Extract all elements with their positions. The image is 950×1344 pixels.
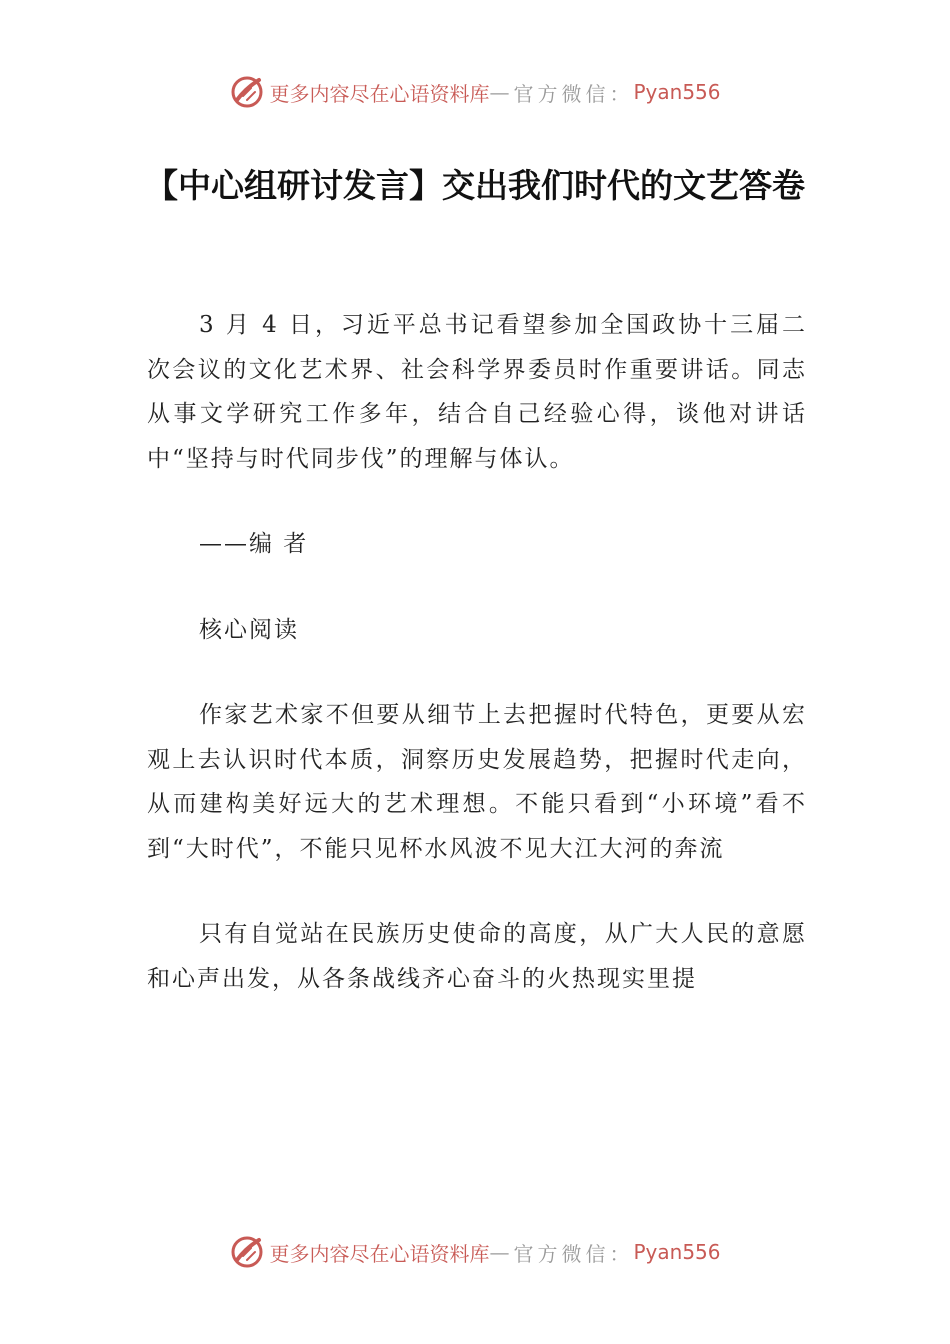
watermark-separator: — bbox=[489, 80, 514, 104]
watermark-wechat-label: 官方微信： bbox=[513, 1241, 634, 1266]
watermark-wechat-id: Pyan556 bbox=[633, 80, 721, 104]
header-watermark bbox=[0, 70, 950, 114]
watermark-main-text: 更多内容尽在心语资料库 bbox=[269, 1241, 490, 1266]
intro-paragraph: 3 月 4 日，习近平总书记看望参加全国政协十三届二次会议的文化艺术界、社会科学界委员时作重要讲话。同志从事文学研究工作多年，结合自己经验心得，谈他对讲话中“坚持与时代同步伐”的理解与体认。 bbox=[147, 312, 807, 472]
document-body bbox=[147, 303, 807, 1042]
watermark-separator: — bbox=[489, 1240, 514, 1264]
watermark-wechat-label: 官方微信： bbox=[513, 81, 634, 106]
editor-signature: ——编 者 bbox=[199, 531, 309, 557]
watermark-wechat-id: Pyan556 bbox=[633, 1240, 721, 1264]
body-paragraph: 只有自觉站在民族历史使命的高度，从广大人民的意愿和心声出发，从各条战线齐心奋斗的火热现实里提 bbox=[147, 921, 807, 992]
brush-seal-logo-icon bbox=[229, 74, 265, 110]
watermark-main-text: 更多内容尽在心语资料库 bbox=[269, 81, 490, 106]
body-paragraph: 作家艺术家不但要从细节上去把握时代特色，更要从宏观上去认识时代本质，洞察历史发展趋势，把握时代走向，从而建构美好远大的艺术理想。不能只看到“小环境”看不到“大时代”，不能只见杯水风波不见大江大河的奔流 bbox=[147, 702, 807, 862]
document-title: 【中心组研讨发言】交出我们时代的文艺答卷 bbox=[145, 166, 805, 205]
brush-seal-logo-icon bbox=[229, 1234, 265, 1270]
section-heading-core-reading: 核心阅读 bbox=[199, 616, 299, 643]
footer-watermark bbox=[0, 1230, 950, 1274]
